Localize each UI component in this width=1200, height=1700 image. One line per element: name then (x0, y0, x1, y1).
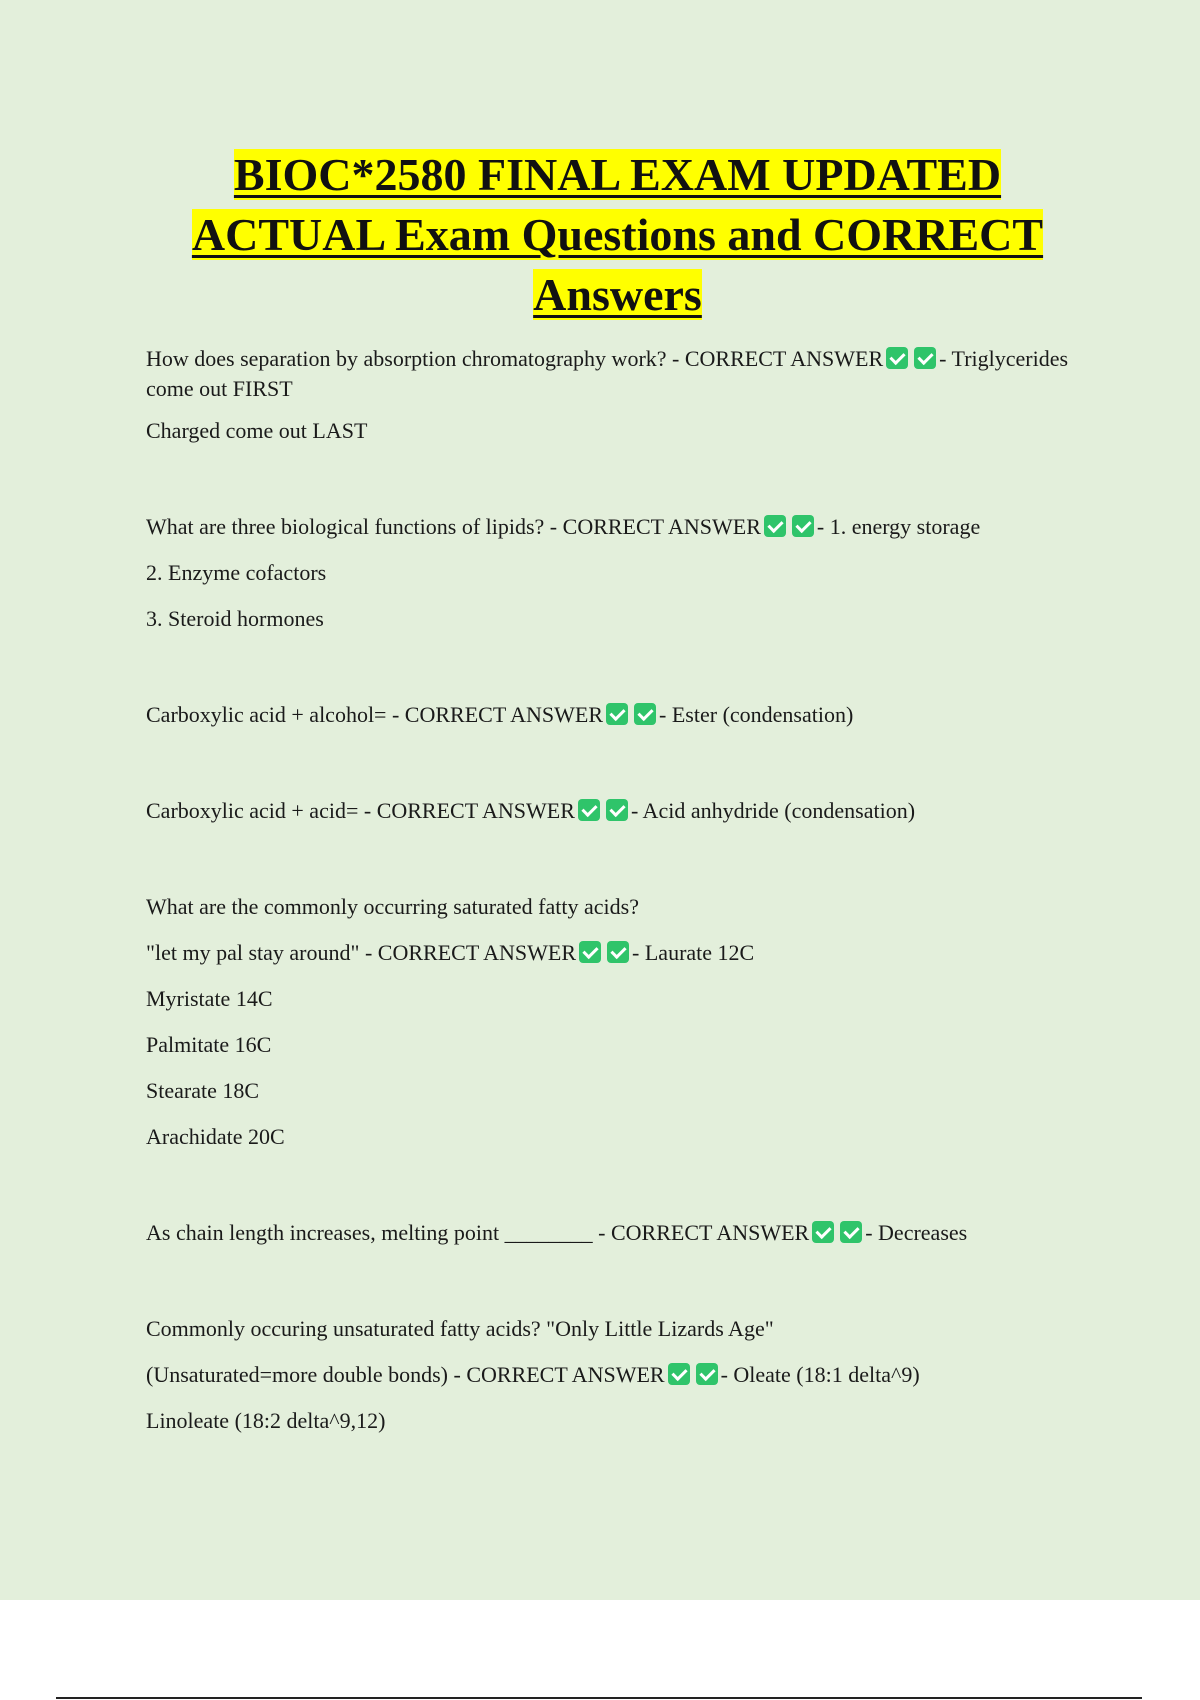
qa-question: Carboxylic acid + acid= - CORRECT ANSWER - Acid anhydride (condensation) (146, 798, 916, 823)
check-icon (606, 799, 628, 821)
qa-answer-line: 3. Steroid hormones (146, 606, 324, 631)
qa-answer-line: Myristate 14C (146, 986, 273, 1011)
qa-answer-line: Arachidate 20C (146, 1124, 285, 1149)
qa-question: (Unsaturated=more double bonds) - CORRECT ANSWER - Oleate (18:1 delta^9) (146, 1362, 920, 1387)
check-icon (578, 799, 600, 821)
qa-answer-line: Charged come out LAST (146, 418, 368, 443)
qa-question: Carboxylic acid + alcohol= - CORRECT ANSWER - Ester (condensation) (146, 702, 854, 727)
qa-answer-line: Stearate 18C (146, 1078, 260, 1103)
check-icon (696, 1363, 718, 1385)
check-icon (792, 515, 814, 537)
title-line-3: Answers (533, 269, 702, 320)
check-icon (812, 1221, 834, 1243)
qa-question: "let my pal stay around" - CORRECT ANSWER - Laurate 12C (146, 940, 755, 965)
check-icon (579, 941, 601, 963)
qa-question-intro: What are the commonly occurring saturated fatty acids? (146, 894, 639, 919)
check-icon (886, 347, 908, 369)
title-line-2: ACTUAL Exam Questions and CORRECT (191, 209, 1044, 260)
qa-content (146, 344, 1086, 1452)
qa-answer-line: 2. Enzyme cofactors (146, 560, 327, 585)
check-icon (914, 347, 936, 369)
check-icon (607, 941, 629, 963)
qa-answer-line: Linoleate (18:2 delta^9,12) (146, 1408, 386, 1433)
qa-question: What are three biological functions of lipids? - CORRECT ANSWER - 1. energy storage (146, 514, 981, 539)
check-icon (764, 515, 786, 537)
check-icon (668, 1363, 690, 1385)
title-line-1: BIOC*2580 FINAL EXAM UPDATED (233, 149, 1002, 200)
qa-question: As chain length increases, melting point ________ - CORRECT ANSWER - Decreases (146, 1220, 968, 1245)
document-title (140, 145, 1095, 325)
check-icon (634, 703, 656, 725)
qa-question: How does separation by absorption chromatography work? - CORRECT ANSWER - Triglycerides come out FIRST (146, 346, 1069, 401)
check-icon (606, 703, 628, 725)
footer-divider (56, 1697, 1142, 1699)
qa-question-intro: Commonly occuring unsaturated fatty acids? "Only Little Lizards Age" (146, 1316, 774, 1341)
check-icon (840, 1221, 862, 1243)
qa-answer-line: Palmitate 16C (146, 1032, 272, 1057)
